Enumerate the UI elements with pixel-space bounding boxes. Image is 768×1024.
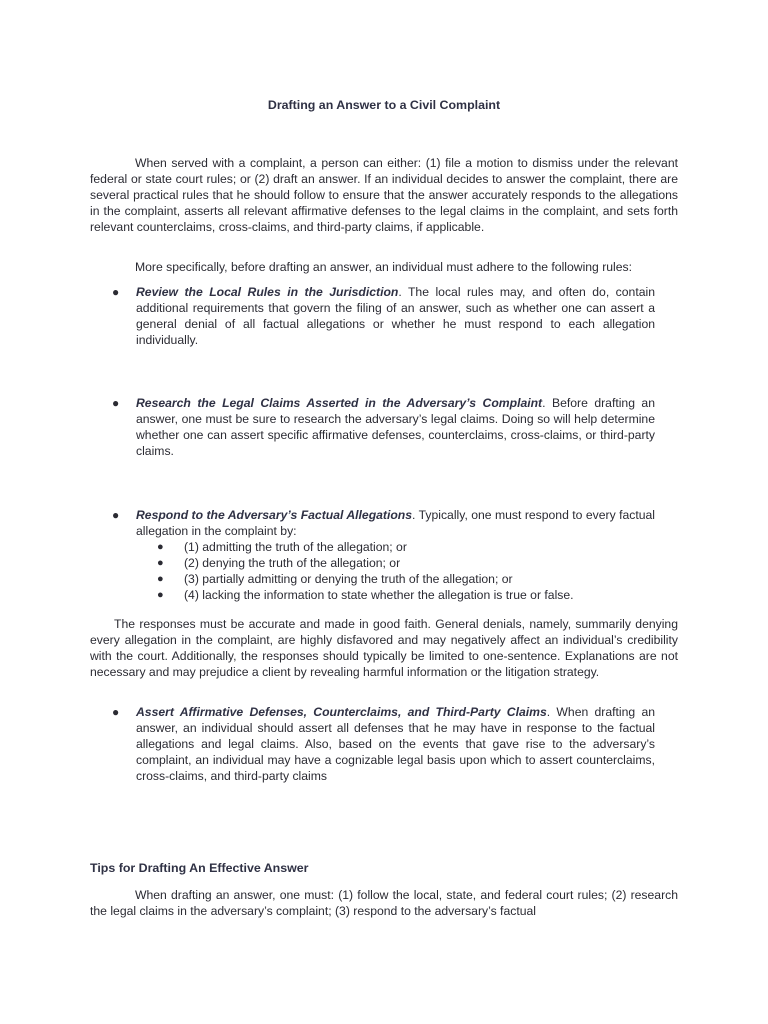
rule-lead: Assert Affirmative Defenses, Counterclaims, and Third-Party Claims (136, 705, 547, 719)
rule-text (136, 284, 655, 348)
bullet-icon: ● (112, 396, 120, 410)
response-option-text: (3) partially admitting or denying the truth of the allegation; or (184, 572, 513, 586)
document-title: Drafting an Answer to a Civil Complaint (267, 98, 501, 112)
response-option-item (157, 539, 677, 555)
bullet-icon: ● (112, 508, 120, 522)
rule-body: . Before drafting an answer, one must be sure to research the adversary’s legal claims. Doing so will help determine whether one can assert specific affirmative defenses, counterclaims, cross-claims, or third-party claims. (136, 396, 655, 458)
rule-lead: Respond to the Adversary’s Factual Allegations (136, 508, 413, 522)
rules-intro-paragraph: More specifically, before drafting an answer, an individual must adhere to the following rules: (135, 260, 633, 274)
responses-paragraph: The responses must be accurate and made in good faith. General denials, namely, summarily denying every allegation in the complaint, are highly disfavored and may negatively affect an individual’s credibility with the court. Additionally, the responses should typically be limited to one-sentence. Explanations are not necessary and may prejudice a client by revealing harmful information or the litigation strategy. (90, 617, 678, 679)
tips-heading: Tips for Drafting An Effective Answer (90, 861, 309, 875)
tips-paragraph: When drafting an answer, one must: (1) follow the local, state, and federal court rules; (2) research the legal claims in the adversary’s complaint; (3) respond to the adversary’s factual (90, 888, 678, 918)
response-option-item (157, 571, 677, 587)
bullet-icon: ● (112, 705, 120, 719)
bullet-icon: ● (157, 589, 164, 601)
rule-text (136, 507, 655, 539)
rule-lead: Review the Local Rules in the Jurisdiction (136, 285, 399, 299)
intro-paragraph: When served with a complaint, a person can either: (1) file a motion to dismiss under the relevant federal or state court rules; or (2) draft an answer. If an individual decides to answer the complaint, there are several practical rules that he should follow to ensure that the answer accurately responds to the allegations in the complaint, asserts all relevant affirmative defenses to the legal claims in the complaint, and sets forth relevant counterclaims, cross-claims, and third-party claims, if applicable. (90, 156, 678, 234)
rule-body: . The local rules may, and often do, contain additional requirements that govern the filing of an answer, such as whether one can assert a general denial of all factual allegations or whether he must respond to each allegation individually. (136, 285, 655, 347)
rule-body: . When drafting an answer, an individual should assert all defenses that he may have in response to the factual allegations and legal claims. Also, based on the events that gave rise to the adversary’s complaint, an individual may have a cognizable legal basis upon which to assert counterclaims, cross-claims, and third-party claims (136, 705, 656, 783)
bullet-icon: ● (157, 541, 164, 553)
rule-text (136, 704, 655, 784)
bullet-icon: ● (157, 573, 164, 585)
rule-text (136, 395, 655, 459)
response-option-text: (2) denying the truth of the allegation; or (184, 556, 401, 570)
rule-body: . Typically, one must respond to every factual allegation in the complaint by: (136, 508, 655, 538)
bullet-icon: ● (112, 285, 120, 299)
response-option-item (157, 587, 677, 603)
response-option-item (157, 555, 677, 571)
response-options-list (157, 539, 677, 603)
bullet-icon: ● (157, 557, 164, 569)
rule-lead: Research the Legal Claims Asserted in the Adversary’s Complaint (136, 396, 543, 410)
response-option-text: (4) lacking the information to state whether the allegation is true or false. (184, 588, 574, 602)
response-option-text: (1) admitting the truth of the allegation; or (184, 540, 407, 554)
